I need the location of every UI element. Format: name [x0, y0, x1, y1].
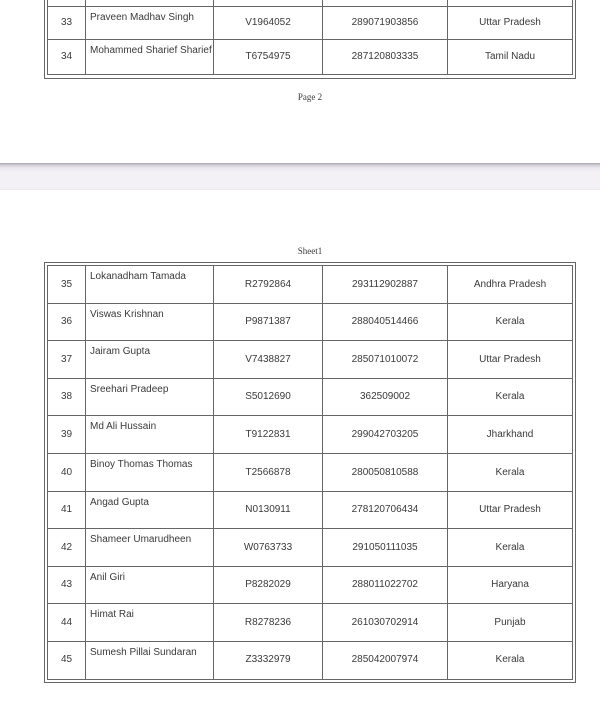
id-number-cell: 362509002: [323, 379, 448, 417]
id-number-cell: 261030702914: [323, 604, 448, 642]
id-number-cell: 280050810588: [323, 454, 448, 492]
serial-number-cell: 41: [48, 492, 86, 530]
table-row: [48, 7, 573, 40]
table-row: [48, 492, 573, 530]
id-number-cell: 287120803335: [323, 40, 448, 75]
state-cell: [448, 0, 573, 7]
name-cell: Himat Rai: [86, 604, 214, 642]
passport-number-cell: W0763733: [214, 529, 323, 567]
passport-number-cell: R8278236: [214, 604, 323, 642]
id-number-cell: 293112902887: [323, 266, 448, 304]
id-number-cell: [323, 0, 448, 7]
state-cell: Punjab: [448, 604, 573, 642]
id-number-cell: 285042007974: [323, 642, 448, 680]
id-number-cell: 278120706434: [323, 492, 448, 530]
id-number-cell: 291050111035: [323, 529, 448, 567]
serial-number-cell: 43: [48, 567, 86, 605]
sheet-title: Sheet1: [297, 246, 323, 256]
serial-number-cell: 34: [48, 40, 86, 75]
id-number-cell: 288011022702: [323, 567, 448, 605]
state-cell: Uttar Pradesh: [448, 341, 573, 379]
id-number-cell: 288040514466: [323, 304, 448, 342]
id-number-cell: 285071010072: [323, 341, 448, 379]
table-grid-page2: [47, 0, 573, 75]
state-cell: Tamil Nadu: [448, 40, 573, 75]
table-row: [48, 567, 573, 605]
page-number-footer: Page 2: [297, 92, 323, 102]
state-cell: Kerala: [448, 304, 573, 342]
serial-number-cell: 40: [48, 454, 86, 492]
table-grid-page3: [47, 265, 573, 680]
table-row: [48, 40, 573, 75]
state-cell: Uttar Pradesh: [448, 7, 573, 40]
state-cell: Kerala: [448, 642, 573, 680]
table-row: [48, 341, 573, 379]
passport-number-cell: P8282029: [214, 567, 323, 605]
state-cell: Uttar Pradesh: [448, 492, 573, 530]
state-cell: Kerala: [448, 454, 573, 492]
id-number-cell: 289071903856: [323, 7, 448, 40]
page-gap-separator: [0, 163, 600, 190]
serial-number-cell: 39: [48, 416, 86, 454]
table-row: [48, 454, 573, 492]
state-cell: Haryana: [448, 567, 573, 605]
table-row: [48, 266, 573, 304]
table-row: [48, 604, 573, 642]
passport-number-cell: V7438827: [214, 341, 323, 379]
passport-number-cell: S5012690: [214, 379, 323, 417]
serial-number-cell: 33: [48, 7, 86, 40]
state-cell: Kerala: [448, 379, 573, 417]
name-cell: Angad Gupta: [86, 492, 214, 530]
passport-number-cell: T2566878: [214, 454, 323, 492]
serial-number-cell: 45: [48, 642, 86, 680]
name-cell: Lokanadham Tamada: [86, 266, 214, 304]
serial-number-cell: 44: [48, 604, 86, 642]
state-cell: Kerala: [448, 529, 573, 567]
state-cell: Jharkhand: [448, 416, 573, 454]
serial-number-cell: 42: [48, 529, 86, 567]
passport-number-cell: N0130911: [214, 492, 323, 530]
passport-number-cell: [214, 0, 323, 7]
passport-number-cell: T9122831: [214, 416, 323, 454]
serial-number-cell: 37: [48, 341, 86, 379]
passport-number-cell: P9871387: [214, 304, 323, 342]
name-cell: Shameer Umarudheen: [86, 529, 214, 567]
table-row: [48, 304, 573, 342]
records-table-page2: [44, 0, 576, 79]
name-cell: Md Ali Hussain: [86, 416, 214, 454]
table-row-partial: [48, 0, 573, 7]
name-cell: Sumesh Pillai Sundaran: [86, 642, 214, 680]
id-number-cell: 299042703205: [323, 416, 448, 454]
name-cell: Jairam Gupta: [86, 341, 214, 379]
name-cell: [86, 0, 214, 7]
name-cell: Mohammed Sharief Sharief: [86, 40, 214, 75]
passport-number-cell: R2792864: [214, 266, 323, 304]
table-row: [48, 379, 573, 417]
name-cell: Sreehari Pradeep: [86, 379, 214, 417]
serial-number-cell: 35: [48, 266, 86, 304]
state-cell: Andhra Pradesh: [448, 266, 573, 304]
serial-number-cell: 38: [48, 379, 86, 417]
table-row: [48, 529, 573, 567]
passport-number-cell: V1964052: [214, 7, 323, 40]
serial-number-cell: [48, 0, 86, 7]
passport-number-cell: T6754975: [214, 40, 323, 75]
table-row: [48, 416, 573, 454]
name-cell: Viswas Krishnan: [86, 304, 214, 342]
name-cell: Anil Giri: [86, 567, 214, 605]
name-cell: Binoy Thomas Thomas: [86, 454, 214, 492]
serial-number-cell: 36: [48, 304, 86, 342]
records-table-page3: [44, 262, 576, 683]
passport-number-cell: Z3332979: [214, 642, 323, 680]
name-cell: Praveen Madhav Singh: [86, 7, 214, 40]
table-row: [48, 642, 573, 680]
